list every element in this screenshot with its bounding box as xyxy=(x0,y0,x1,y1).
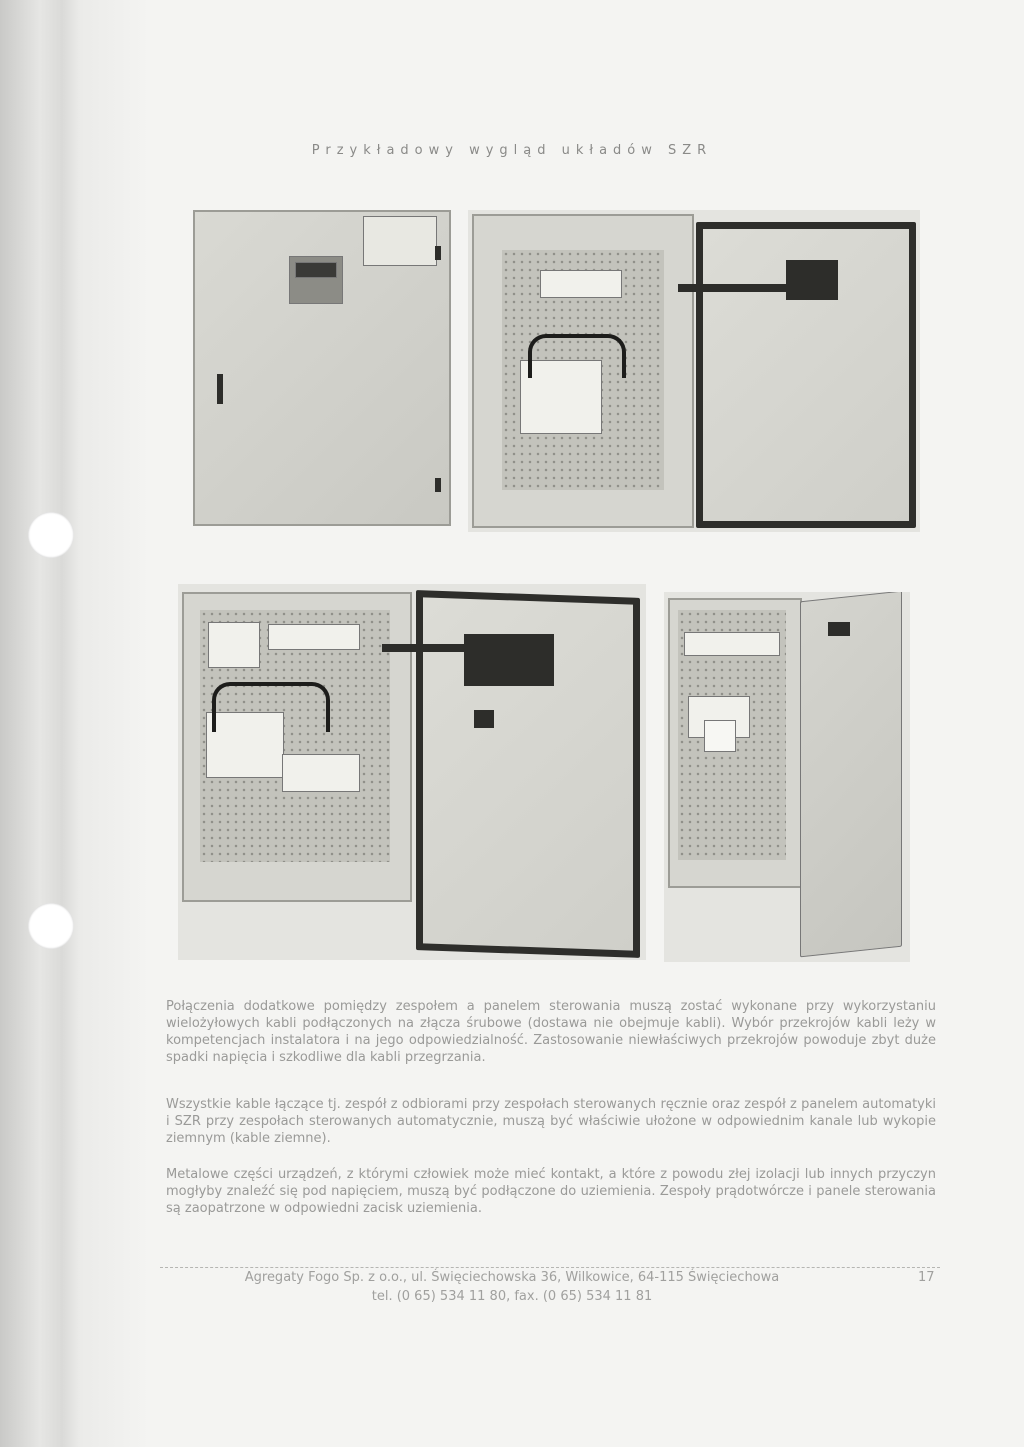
photo-open-cabinet-wide xyxy=(468,210,920,532)
photo-open-cabinet-wiring xyxy=(178,584,646,960)
paragraph-cables: Połączenia dodatkowe pomiędzy zespołem a panelem sterowania muszą zostać wykonane przy wykorzystaniu wielożyłowych kabli podłączonych na złącza śrubowe (dostawa nie obejmuje kabli). Wybór przekrojów kabli leży w kompetencjach instalatora i na jego odpowiedzialność. Zastosowanie niewłaściwych przekrojów powoduje zbyt duże spadki napięcia i szkodliwe dla kabli przegrzania. xyxy=(166,999,936,1065)
paragraph-grounding: Metalowe części urządzeń, z którymi człowiek może mieć kontakt, a które z powodu złej izolacji lub innych przyczyn mogłyby znaleźć się pod napięciem, muszą być podłączone do uziemienia. Zespoły prądotwórcze i panele sterowania są zaopatrzone w odpowiedni zacisk uziemienia. xyxy=(166,1167,936,1216)
punch-hole xyxy=(28,512,74,558)
footer-divider xyxy=(160,1267,940,1268)
photo-closed-cabinet xyxy=(193,210,451,526)
footer-contact: tel. (0 65) 534 11 80, fax. (0 65) 534 11 81 xyxy=(371,1289,653,1304)
photo-open-cabinet-small xyxy=(664,592,910,962)
paragraph-routing: Wszystkie kable łączące tj. zespół z odbiorami przy zespołach sterowanych ręcznie oraz zespół z panelem automatyki i SZR przy zespołach sterowanych automatycznie, muszą być właściwie ułożone w odpowiednim kanale lub wykopie ziemnym (kable ziemne). xyxy=(166,1097,936,1146)
punch-hole xyxy=(28,903,74,949)
binding-edge xyxy=(0,0,150,1447)
page-heading: Przykładowy wygląd układów SZR xyxy=(311,143,713,158)
footer-company: Agregaty Fogo Sp. z o.o., ul. Święciechowska 36, Wilkowice, 64-115 Święciechowa xyxy=(244,1270,780,1285)
page-number: 17 xyxy=(918,1270,935,1285)
